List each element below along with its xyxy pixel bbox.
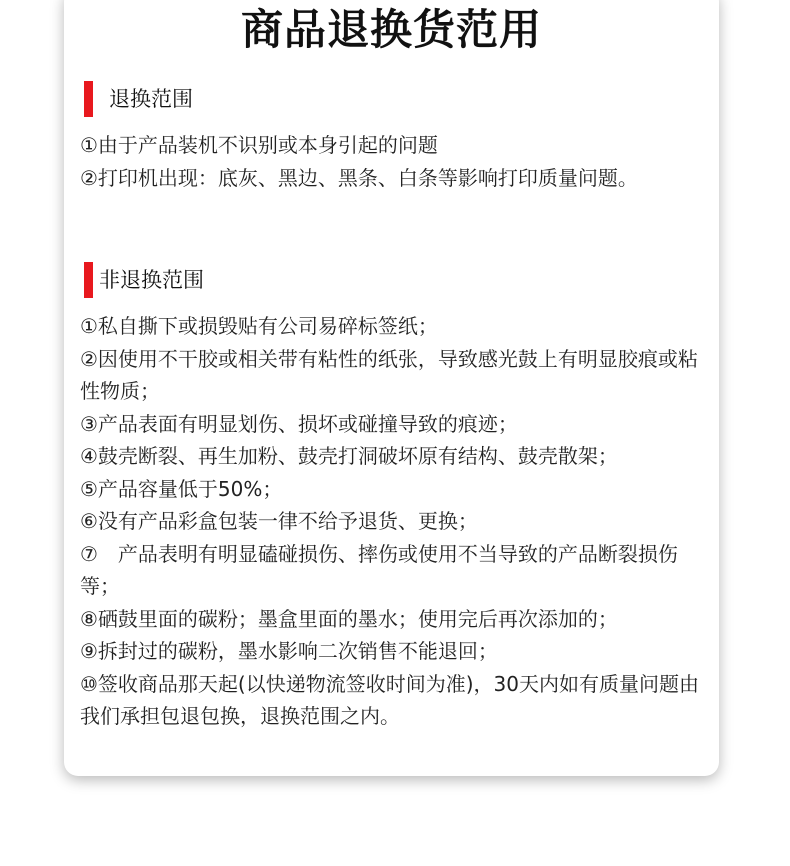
list-item: ①由于产品装机不识别或本身引起的问题 <box>80 133 438 157</box>
non-returnable-section-header <box>84 262 204 298</box>
non-returnable-list <box>80 310 702 733</box>
list-item: ②因使用不干胶或相关带有粘性的纸张，导致感光鼓上有明显胶痕或粘性物质； <box>80 346 698 403</box>
list-item: ②打印机出现：底灰、黑边、黑条、白条等影响打印质量问题。 <box>80 166 638 190</box>
list-item: ④鼓壳断裂、再生加粉、鼓壳打洞破坏原有结构、鼓壳散架； <box>80 444 618 468</box>
returnable-section-title: 退换范围 <box>109 87 193 111</box>
list-item: ⑦ 产品表明有明显磕碰损伤、摔伤或使用不当导致的产品断裂损伤等； <box>80 541 678 598</box>
page-title: 商品退换货范用 <box>240 5 542 54</box>
section-accent-bar <box>84 262 93 298</box>
list-item: ⑨拆封过的碳粉，墨水影响二次销售不能退回； <box>80 639 498 663</box>
section-accent-bar <box>84 81 93 117</box>
policy-card <box>64 0 719 776</box>
list-item: ⑤产品容量低于50%； <box>80 476 283 501</box>
list-item: ⑥没有产品彩盒包装一律不给予退货、更换； <box>80 509 478 533</box>
list-item: ①私自撕下或损毁贴有公司易碎标签纸； <box>80 314 438 338</box>
returnable-list <box>80 129 702 195</box>
list-item: ⑧硒鼓里面的碳粉；墨盒里面的墨水；使用完后再次添加的； <box>80 606 618 631</box>
list-item: ⑩签收商品那天起(以快递物流签收时间为准)，30天内如有质量问题由我们承担包退包换，退换范围之内。 <box>80 671 699 728</box>
list-item: ③产品表面有明显划伤、损坏或碰撞导致的痕迹； <box>80 411 518 436</box>
returnable-section-header <box>84 81 193 117</box>
non-returnable-section-title: 非退换范围 <box>99 268 204 292</box>
